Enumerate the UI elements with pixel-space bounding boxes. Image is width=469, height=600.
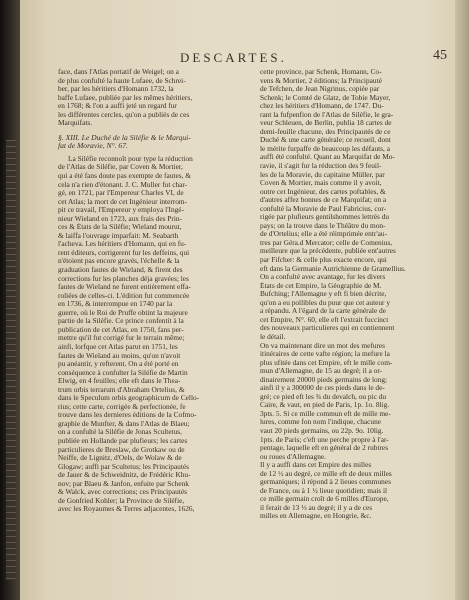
text-line: ber, par les héritiers d'Homann 1732, la <box>58 85 174 94</box>
text-line: ou roues d'Allemagne. <box>260 452 326 461</box>
text-line: cette province, par Schenk, Homann, Co- <box>260 68 382 76</box>
text-line: eft dans la Germanie Autrichienne de Gramellius. <box>260 264 406 273</box>
text-line: gé, en 1721, par l'Empereur Charles VI, de <box>58 189 184 198</box>
text-line: vens & Mortier, 2 éditions; la Principauté <box>260 76 382 85</box>
text-line: Glogaw; auffi par Scultetus; les Principautés <box>58 462 190 471</box>
text-line: conséquence à confulter la Siléfie de Martin <box>58 368 188 377</box>
text-line: germaniques; il répond à 2 lieues communes <box>260 478 391 487</box>
text-line: & Walck, avec corrections; ces Principautés <box>58 488 187 497</box>
text-line: On a confulté avec avantage, fur les divers <box>260 273 386 282</box>
text-line: guerre, où le Roi de Pruffe obtint la majeure <box>58 308 188 317</box>
text-line: dans le Speculum orbis geographicum de Cello- <box>58 394 200 403</box>
text-line: n'étoient pas encore gravés, l'échelle & la <box>58 257 180 266</box>
text-line: & laiffa l'ouvrage imparfait: M. Seabarth <box>58 231 179 240</box>
text-line: 3pts. 5. Si ce mille commun eft de mille me- <box>260 409 391 418</box>
text-line: plus ufitée dans cet Empire, eft le mille com- <box>260 358 393 367</box>
text-line: dinairement 20000 pieds germains de long; <box>260 375 388 384</box>
text-line: Elwig, en 4 feuilles; elle eft dans le Thea- <box>58 377 181 386</box>
text-line: pit ce travail, l'Empereur y employa l'Ingé- <box>58 206 185 215</box>
text-line: Duché & une carte générale; ce recueil, dont <box>260 136 391 145</box>
text-line: Schenk; le Comté de Glatz, de Tobie Mayer, <box>260 93 391 102</box>
text-line: ces & États de la Siléfie; Wieland mourut, <box>58 223 182 232</box>
text-line: fat de Moravie, N°. 67. <box>58 142 128 151</box>
text-line: vaut 20 pieds germains, ou 22p. 9o. 10lig. <box>260 426 384 435</box>
text-line: en 1768; & l'on a auffi jeté un regard fur <box>58 102 177 111</box>
text-line: graphie de Munfter, & dans l'Atlas de Blaeu; <box>58 419 190 428</box>
text-line: de France, ou à 1 ½ lieue quotidien; mais il <box>260 486 388 495</box>
text-line: le mérite furpaffe de beaucoup les défauts, a <box>260 144 390 153</box>
text-line: avec les Royaumes & Terres adjacentes, 1626, <box>58 505 195 514</box>
text-line: Neiffe, de Lignitz, d'Oels, de Wolaw & de <box>58 454 182 463</box>
text-line: nieur Wieland en 1723, aux frais des Prin- <box>58 214 182 223</box>
text-line: Caire, & vaut, en pied de Paris, 1p. 1o. 8lig. <box>260 401 390 410</box>
text-line: On va maintenant dire un mot des mefures <box>260 341 386 350</box>
text-line: a répandu. A l'égard de la carte générale de <box>260 307 386 316</box>
text-line: cet Atlas; la mort de cet Ingénieur interrom- <box>58 197 188 206</box>
text-line: de 12 ½ au degré, ce mille eft de deux milles <box>260 469 392 478</box>
text-line: cela n'a rien d'étonant. J. C. Muller fut char- <box>58 180 188 189</box>
text-line: gré; ce pied eft les ¾ du devalch, ou pic du <box>260 392 387 401</box>
text-line: Coven & Mortier, mais comme il y avoit, <box>260 179 382 188</box>
running-head: DESCARTES. <box>180 50 287 65</box>
text-line: nov; par Blaeu & Janfon, enfuite par Schenk <box>58 479 189 488</box>
text-line: trum orbis terrarum d'Abraham Ortelius, & <box>58 385 185 394</box>
text-line: de Jauer & de Schweidnitz, de Frédéric Khu- <box>58 471 191 480</box>
text-line: graduation fautes de Wieland, & firent des <box>58 266 183 275</box>
text-line: rent éditeurs, corrigerent fur les deffeins, qui <box>58 248 190 257</box>
text-line: rigée par plufieurs gentilshommes lettrés du <box>260 213 390 222</box>
text-line: cet Empire, N°. 60, elle eft l'extrait fuccinct <box>260 315 389 324</box>
text-line: qui a été fans doute pas exempte de fautes, & <box>58 172 191 181</box>
text-line: pentage, laquelle eft en général de 2 rubtres <box>260 444 389 453</box>
text-line: particulieres de Breslaw, de Grotkaw ou de <box>58 445 185 454</box>
text-line: trouve dans les dernieres éditions de la Cofmo- <box>58 411 197 420</box>
text-line: États de cet Empire, la Géographie de M. <box>260 281 382 290</box>
text-line: Bufching; l'Allemagne y eft fi bien décrite, <box>260 290 387 299</box>
text-line: les différentes cercles, qu'on a publiés de ces <box>58 110 190 119</box>
text-line: publication de cet Atlas, en 1750, fans per- <box>58 325 184 334</box>
text-line: rius; cette carte, corrigée & perfectionée, fe <box>58 402 186 411</box>
book-spine-edge <box>0 0 20 600</box>
text-line: mettre qu'il fut corrigé fur le terrain même; <box>58 334 185 343</box>
page-stack-edge <box>6 140 16 580</box>
text-line: corrections fur les planches déja gravées; les <box>58 274 189 283</box>
text-line: fautes de Wieland au moins, qu'on n'avoit <box>58 351 181 360</box>
text-line: les de la Moravie, du capitaine Müller, par <box>260 170 385 179</box>
text-line: de plus confulté la haute Lufaee, de Schrei- <box>58 76 186 85</box>
text-line: ce mille germain croît de 6 milles d'Europe, <box>260 495 389 504</box>
text-line: de l'Atlas de Siléfie, par Coven & Mortier, <box>58 163 183 172</box>
text-line: Marquifats. <box>58 119 93 128</box>
text-line: de Gonfried Kohler; la Province de Siléfie, <box>58 496 185 505</box>
text-line: itinéraires de cette vafte région; la mefure la <box>260 350 390 359</box>
text-line: d'autres affez bonnes de ce Marquifat; on a <box>260 196 387 205</box>
text-line: ainfi il y a 300000 de ces pieds dans le de- <box>260 384 385 393</box>
page-right-edge <box>455 0 469 600</box>
text-line: pu anéantir, y refterent. On a été porté en <box>58 360 179 369</box>
section-heading <box>58 134 254 151</box>
text-line: ravie, il s'agit fur la réduction des 9 feuil- <box>260 162 382 171</box>
text-line: La Siléfie reconnoît pour type la réduction <box>68 154 193 163</box>
text-line: partie de la Siléfie. Ce prince confentit à la <box>58 317 184 326</box>
text-line: qu'on a eu pollibles du puur que cet auteur y <box>260 298 391 307</box>
text-line: mun d'Allemagne, de 15 au degré; il a or- <box>260 367 383 376</box>
text-line: il ferait de 13 ⅓ au degré; il y a de ces <box>260 503 373 512</box>
page-number: 45 <box>433 48 447 63</box>
text-line: milles en Allemagne, en Hongrie, &c. <box>260 512 372 521</box>
text-line: §. XIII. Le Duché de la Siléfie & le Marqui- <box>58 133 191 142</box>
text-line: lures, comme fon nom l'indique, chacune <box>260 418 382 427</box>
text-line: publiée en Hollande par plufieurs; les cartes <box>58 436 188 445</box>
book-page <box>20 0 469 600</box>
text-line: Il y a auffi dans cet Empire des milles <box>260 461 372 470</box>
text-line: le détail. <box>260 332 286 341</box>
text-line: par Fifcher: & celle plus exacte encore, qui <box>260 256 387 265</box>
text-line: demi-feuille chacune, des Principautés de ce <box>260 127 391 136</box>
text-line: outre cet Ingénieur, des cartes poftables, & <box>260 187 386 196</box>
text-line: roliées de celles-ci. L'édition fut commencée <box>58 291 190 300</box>
text-line: de Tefchen, de Jean Nigrinus, copiée par <box>260 85 380 94</box>
text-line: baffe Lufaee, publiée par les mêmes héritiers, <box>58 93 193 102</box>
text-line: 1pts. de Paris; c'eft une perche propre à l'ar- <box>260 435 389 444</box>
text-line: auffi été confulté. Quant au Marquifat de Mo- <box>260 153 395 162</box>
text-line: veur Schleuen, de Berlin, publia 18 cartes de <box>260 119 392 128</box>
text-line: en 1736, & interrompue en 1740 par la <box>58 300 173 309</box>
left-column <box>58 68 254 514</box>
text-line: face, dans l'Atlas portatif de Weigel; on a <box>58 68 179 76</box>
text-line: de d'Ortelius; elle a été réimprimée entr'au- <box>260 230 388 239</box>
text-line: l'acheva. Les héritiers d'Homann, qui en fu- <box>58 240 187 249</box>
text-line: pays; on la trouve dans le Théâtre du mon- <box>260 221 386 230</box>
text-line: chez les héritiers d'Homann, de 1747. Du- <box>260 102 384 111</box>
text-line: rant la fufpenfion de l'Atlas de Siléfie, le gra- <box>260 110 394 119</box>
text-line: on a confulté la Siléfie de Jonas Scultetus, <box>58 428 182 437</box>
text-line: des nouveaux particulieres qui en contiennent <box>260 324 395 333</box>
text-line: fautes de Wieland ne furent entièrement effa- <box>58 283 191 292</box>
right-column <box>260 68 456 521</box>
text-line: tres par Géra.d Mercator; celle de Comenius, <box>260 238 393 247</box>
text-line: confulté la Moravie de Paul Fabricius, cor- <box>260 204 387 213</box>
text-line: ainfi, lorfque cet Atlas parut en 1751, les <box>58 342 178 351</box>
text-line: meilleure que la précédente, publiée ent'autres <box>260 247 396 256</box>
page-header <box>20 48 469 68</box>
